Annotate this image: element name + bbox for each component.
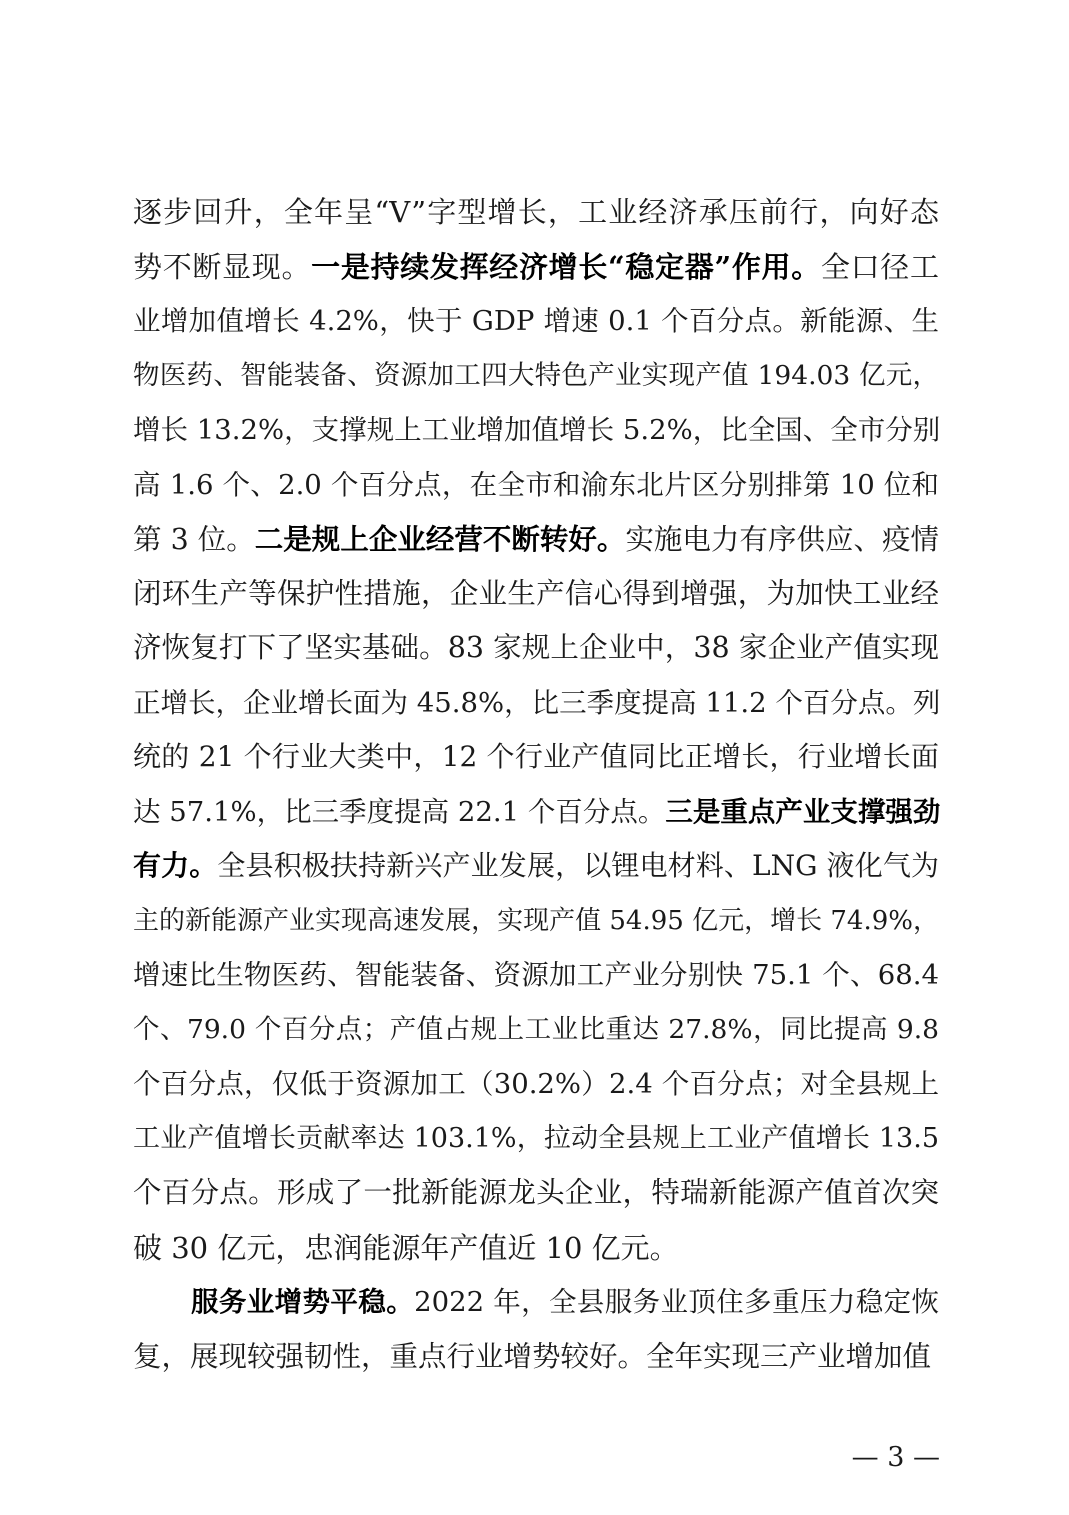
body-text-segment: 个百分点。形成了一批新能源龙头企业，特瑞新能源产值首次突 — [133, 1176, 939, 1209]
bold-heading-text: 一是持续发挥经济增长“稳定器”作用。 — [311, 249, 821, 284]
body-text-segment: 实施电力有序供应、疫情 — [625, 523, 939, 556]
text-line — [133, 676, 939, 731]
bold-heading-text: 三是重点产业支撑强劲 — [665, 795, 941, 828]
body-text-segment: 第 3 位。 — [133, 523, 255, 556]
text-line — [133, 1221, 939, 1276]
body-text-segment: 复，展现较强韧性，重点行业增势较好。全年实现三产业增加值 — [133, 1339, 932, 1373]
body-text-segment: 业增加值增长 4.2%，快于 GDP 增速 0.1 个百分点。新能源、生 — [133, 305, 939, 337]
text-line — [133, 1057, 939, 1112]
body-text-segment: 主的新能源产业实现高速发展，实现产值 54.95 亿元，增长 74.9%， — [133, 905, 939, 936]
text-line — [133, 948, 939, 1003]
body-text-segment: 达 57.1%，比三季度提高 22.1 个百分点。 — [133, 795, 666, 828]
text-line — [133, 567, 939, 622]
body-text-segment: 统的 21 个行业大类中，12 个行业产值同比正增长，行业增长面 — [133, 740, 939, 773]
body-text-segment: 增速比生物医药、智能装备、资源加工产业分别快 75.1 个、68.4 — [133, 959, 939, 991]
text-line — [133, 1275, 939, 1330]
body-text-segment: 高 1.6 个、2.0 个百分点，在全市和渝东北片区分别排第 10 位和 — [133, 468, 939, 501]
text-line — [133, 240, 939, 295]
text-line — [133, 839, 939, 894]
bold-heading-text: 有力。 — [133, 849, 218, 882]
text-line — [133, 1003, 939, 1058]
text-line — [133, 894, 939, 949]
body-text-segment: 全口径工 — [820, 249, 939, 284]
text-line — [133, 349, 939, 404]
body-text-segment: 逐步回升，全年呈“V”字型增长，工业经济承压前行，向好态 — [133, 195, 939, 229]
text-line — [133, 1330, 939, 1385]
text-line — [133, 185, 939, 240]
text-line — [133, 1112, 939, 1167]
body-text-segment: 增长 13.2%，支撑规上工业增加值增长 5.2%，比全国、全市分别 — [133, 414, 941, 446]
text-line — [133, 294, 939, 349]
bold-heading-text: 服务业增势平稳。 — [191, 1286, 415, 1318]
body-text-segment: 2022 年，全县服务业顶住多重压力稳定恢 — [414, 1286, 939, 1318]
text-line — [133, 621, 939, 676]
body-text-segment: 工业产值增长贡献率达 103.1%，拉动全县规上工业产值增长 13.5 — [133, 1122, 939, 1154]
text-line — [133, 730, 939, 785]
text-line — [133, 403, 939, 458]
text-line — [133, 785, 939, 840]
body-text-segment: 物医药、智能装备、资源加工四大特色产业实现产值 194.03 亿元， — [133, 359, 939, 391]
body-text-segment: 济恢复打下了坚实基础。83 家规上企业中，38 家企业产值实现 — [133, 631, 939, 664]
body-text-segment: 势不断显现。 — [133, 249, 312, 284]
body-text-segment: 闭环生产等保护性措施，企业生产信心得到增强，为加快工业经 — [133, 576, 939, 610]
bold-heading-text: 二是规上企业经营不断转好。 — [254, 522, 626, 556]
body-text-segment: 正增长，企业增长面为 45.8%，比三季度提高 11.2 个百分点。列 — [133, 686, 941, 719]
body-text-segment: 全县积极扶持新兴产业发展，以锂电材料、LNG 液化气为 — [217, 849, 939, 882]
body-text-segment: 个、79.0 个百分点；产值占规上工业比重达 27.8%，同比提高 9.8 — [133, 1013, 939, 1045]
body-text — [133, 185, 939, 1384]
body-text-segment: 个百分点，仅低于资源加工（30.2%）2.4 个百分点；对全县规上 — [133, 1068, 939, 1100]
text-line — [133, 512, 939, 567]
text-line — [133, 1166, 939, 1221]
body-text-segment: 破 30 亿元，忠润能源年产值近 10 亿元。 — [133, 1230, 679, 1265]
text-line — [133, 458, 939, 513]
page-number: — 3 — — [851, 1442, 940, 1473]
